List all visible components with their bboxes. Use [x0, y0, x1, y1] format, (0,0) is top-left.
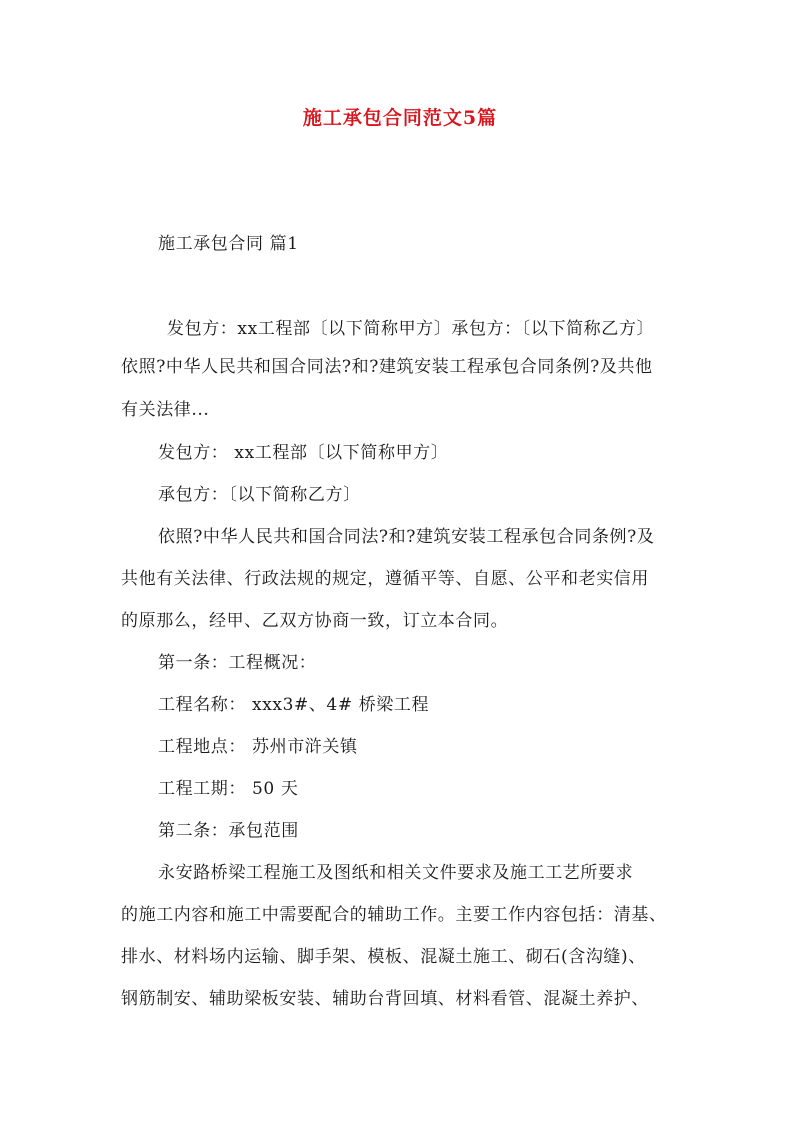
paragraph-line: 第二条：承包范围	[158, 821, 299, 841]
paragraph-line: 工程地点： 苏州市浒关镇	[158, 737, 358, 757]
paragraph-line: 永安路桥梁工程施工及图纸和相关文件要求及施工工艺所要求	[158, 863, 634, 883]
paragraph-line: 发包方：xx工程部〔以下简称甲方〕承包方：〔以下简称乙方〕	[167, 319, 655, 339]
document-title: 施工承包合同范文5篇	[302, 107, 498, 129]
paragraph-line: 共他有关法律、行政法规的规定，遵循平等、自愿、公平和老实信用	[121, 569, 649, 589]
paragraph-line: 有关法律...	[121, 400, 210, 420]
paragraph-line: 第一条：工程概况：	[158, 653, 317, 673]
paragraph-line: 发包方： xx工程部〔以下简称甲方〕	[158, 443, 449, 463]
paragraph-line: 的施工内容和施工中需要配合的辅助工作。主要工作内容包括：清基、	[121, 905, 667, 925]
paragraph-line: 依照?中华人民共和国合同法?和?建筑安装工程承包合同条例?及	[158, 527, 655, 547]
paragraph-line: 依照?中华人民共和国合同法?和?建筑安装工程承包合同条例?及共他	[121, 357, 653, 377]
paragraph-line: 排水、材料场内运输、脚手架、模板、混凝土施工、砌石(含沟缝)、	[121, 947, 646, 967]
paragraph-line: 工程名称： xxx3#、4# 桥梁工程	[158, 695, 430, 715]
section-heading: 施工承包合同 篇1	[158, 234, 299, 254]
paragraph-line: 的原那么，经甲、乙双方协商一致，订立本合同。	[121, 611, 509, 631]
paragraph-line: 承包方：〔以下简称乙方〕	[158, 485, 361, 505]
paragraph-line: 钢筋制安、辅助梁板安装、辅助台背回填、材料看管、混凝土养护、	[121, 989, 649, 1009]
paragraph-line: 工程工期： 50 天	[158, 779, 299, 799]
